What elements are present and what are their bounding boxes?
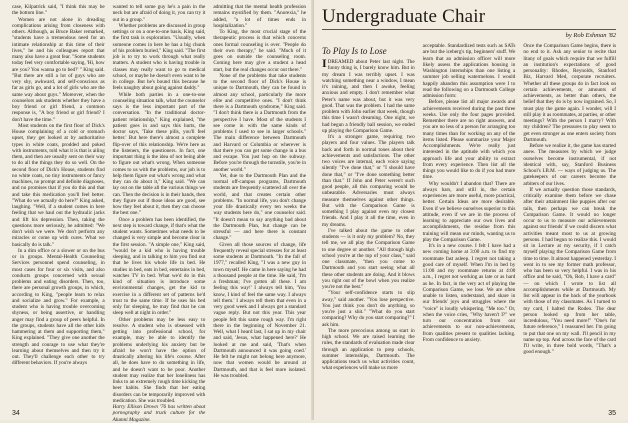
paragraph: "Your self-confidence starts to slip away," said another. "You lose perspective. You just think you don't do anything, so you're just a shit." "What do you start comparing? Why do you start comparing?" I ask him. [322, 290, 415, 328]
paragraph: If we actually question those standards, critically examine them before we chase after their attainment like puppies after our tails, then perhaps we can break the Comparison Game. It would no longer occur to us to measure our achievements against our friends' if we could discern what activities meant most to us at growing persons. I had begun to realize this. I would sit in Lecture at my security, if I catch myself playing the Comparison Game from time to time. It almost happened yesterday. I went in to see my former math professor, who has been so very helpful. I was in his office and he said, "Oh, Rob, I have a card" — on which I wrote to list all accomplishments while at Dartmouth. My list will appear in the back of the yearbook with those of my classmates. As I turned to my card, I halted the Rodeo. The dear person looked up from her table, incredulous, "You need more!" "One's for future reference," I reassured her. I'm going to put that one on my wall. I'll pencil in my name up top. And across the face of the card I'll write, in three bold words, "That's a good enough." [523, 186, 617, 356]
paragraph: Whether problems are discussed in group settings or on a one-to-one basis, King said, the first task is exploration. "Usually, when someone comes in here he has a big chunk of his problem buried," King said. "The first job is to try to work through what really matters. A student who is having trouble in classes may really want to go to medical school, or maybe he doesn't even want to be in college. But he's bound this because he feels naughty about going against daddy." [112, 22, 206, 92]
article-title: Undergraduate Chair [322, 6, 486, 27]
page-number-right: 35 [608, 410, 616, 417]
paragraph: Harry Ellison Drown '76 has written about pornography and truck culture for the Alumni Magazine. [112, 404, 206, 423]
paragraph: Once the Comparison Game begins, there is no end to it. Ask any senior to recite that litany of goals which require that we fulfill an institution's expectations of good personality: Rhodes, Reynolds, Stanford Biz, Harvard Med, corporate recruiters. Whether all these groups do in fact look on certain achievements, or amounts of achievements, as better than others, the belief that they do is by now ingrained. So, I must play the game again. I wonder, will I still play it as roommates, at parties, or other meetings? With the person I marry? With my children? The pressures to play seem to get even stronger as one enters society from Dartmouth. [523, 43, 617, 143]
section-head: To Play Is to Lose [322, 46, 387, 56]
right-column-3 [523, 43, 616, 408]
paragraph: acceptable. Standardized tests such as SATs are but the iceberg's tip, beginners' stuff. We learn that an admission officer will more likely assess the applications housing in Washington internships than one listing a summer job selling watermelons. I would happily abandon this assumption were I to read the following on a Dartmouth College admission form: [422, 43, 516, 99]
left-column-2 [112, 4, 206, 423]
paragraph: Before, please list all major awards and achievements received during the past three weeks. Use only the four pages provided. Remember there are no right answers, and you are no less of a person for arranging too many times than for working on any of the items listed. Please summarize your Major Accomplishments. We're really just interested in the aptitude with which you approach life and your ability to extract from every experience. Then list all the things you would like to do if you had more time. [422, 99, 516, 181]
paragraph: Why wouldn't I abandon that? There are always bars, and still in, the certain experiences are more useful, more practical, better. Certain Ideas are more desirable. Even if we believe ourselves superior to this attitude, even if we are in the process of learning to appreciate our own lives and accomplishments, the residue from this training will mean our minds, wanting us to play the Comparison Game. [422, 180, 516, 243]
paragraph: None of the problems that take students to the second floor of Dick's House is unique to Dartmouth, they can be found in almost any school, particularly the more elite and competitive ones. "I don't think there is a Dartmouth syndrome," King said. "I don't think there is a Dartmouth from the perspective I have. Most of the students I see come in with the same kinds of problems I used to see in larger schools." The main difference between Dartmouth and Harvard or Columbia or wherever is that there you can get some change in a bus and escape. You just hop on the subway. Before you're through the turnstile, you're in another world." [213, 72, 307, 173]
paragraph: wanted to tell some guy he's a pain in the neck but are afraid of doing it, you can try it out in a group." [112, 4, 206, 23]
page-number-left: 34 [12, 410, 20, 417]
paragraph: admitting that the mental health profession remains mystified by them. "Anorexia," he added, "a lot of times ends in hospitalization." [213, 4, 307, 29]
paragraph: Other problems may be less easy to resolve. A student who is obsessed with getting into professional school, for example, may be able to identify the problems underlying his anxiety but be afraid he won't have the option of drastically altering his life's course. After all, he does have to do something in life, and he doesn't want to be poor. Another student may realize that her loneliness has links to an extremely rough time kicking the beer habits. She finds that her eating disorders can be temporarily improved with medication. She was troubled. [112, 316, 206, 404]
right-page [314, 0, 628, 420]
paragraph: The more precocious among us start in high school. We are raised learning the rules, the standards of evaluation made clear through an application to prep schools, summer internships, Dartmouth. The applications teach us what activities count, what experiences will make us more [322, 327, 415, 372]
paragraph: While both parties in a one-to-one counseling situation talk, what the counselor says is the less important part of the conversation. "In the traditional doctor-patient relationship," King explained, "the patient goes in and says this hurts, the doctor says, 'Take these pills, you'll feel better.' But here there's almost a complete flip-over of this relationship. We're here as the listeners, the questioners. In fact, one important thing is the idea of not being able to figure out what's wrong. When someone comes to us with the problems, our job is to help them figure out what's wrong and what they can do about it," King said. "We can lay out on the table all the various things we can. Then the decision is in their hands, then they figure out if those ideas are good, see how they feel about it, then they can choose the best one." [112, 91, 206, 217]
paragraph: To King, the most crucial stage of the therapeutic process is that which concerns ones formal counseling is over. "People do their own therapy," he said. "Much of it goes on outside the counseling room. Coming here may give a student a head start, but the real changes occur out there." [213, 29, 307, 73]
byline: by Rob Eshman '82 [565, 32, 616, 39]
right-column-1 [322, 43, 415, 408]
right-column-1-body [322, 56, 415, 372]
paragraph: Women are not alone in dreading complications arising from closeness with others. Although, as Bruce Baker remarked, "students have a tremendous need for an intimate relationship at this time of their lives," he and his colleagues report that many also have a great fear. "Some students today feel very comfortable saying, 'Hi, how are you? You wanna go to bed?' " King said. "But there are still a lot of guys who are very shy, awkward, and self-conscious as far as girls go, and a lot of girls who are the same way about guys." Moreover, when the counselors ask students whether they have a boy friend or girl friend, a common response is, "A boy friend or girl friend? I don't have the time." [12, 16, 105, 123]
paragraph: Most students on the first floor of Dick's House complaining of a cold or stomach upset, they get looked at by authoritative types in white coats, prodded and poked with instruments, told what it is that is ailing them, and then are usually sent on their way to do all the things they do so well. On the second floor of Dick's House, students find no white coats, no tiny instruments or fancy machines, no prompt and definite diagnoses, and no promises that if you do this and that and take this medication you'll feel better. "What do we actually do here?" King asked, laughing. "Well, if a student comes in here feeling that we haul out the hydraulic jacks and lift his depression. Then, taking the questions more seriously, he admitted: "We don't wish we were. We don't perform any miracles or come up with cures. What we basically do is talk." [12, 122, 105, 248]
paragraph: Yet, due to the Dartmouth Plan and the normal off-campus programs, Dartmouth students are frequently scattered all over the world, and that creates certain other problems. "In normal life, you don't change your life drastically every ten weeks the way students here do," one counselor said. "It doesn't mean to say anything bad about the Dartmouth Plan, but change can be stressful — and here there is constant change." [213, 172, 307, 242]
paragraph: It's a stronger game, requiring two players and four values. The players talk back and forth in normal tones about their achievements and satisfactions. The other two voices are internal, each voice saying silently "I've done that," or "I should have done that," or "I've done something better than that." If John and Peter weren't such good people, all this comparing would be unbearable. Adversaries must always measure themselves against other things. But with the Comparison Game is something I play against even my closest friends. And I play it all the time, even in my dreams. [322, 134, 415, 228]
paragraph: Before we realize it, the game has started anew. The measures by which we judge ourselves become instrumental, if not identical with, say, Stanford Business School's I.B.M. — ways of judging us. The gatekeepers of our careers become the arbiters of our lives. [523, 143, 617, 187]
left-column-1 [12, 4, 105, 408]
paragraph: case, Kilpatrick said, "I think this may be the bottom line." [12, 4, 105, 17]
paragraph: I've talked about the game to other students — is it only my problem? No, they tell me, we all play the Comparison Game to one degree or another. "All through high school you're at the top of your class," said one classmate, "then you come to Dartmouth and you start seeing what all these other students are doing. And it blows you right out of the bowl when you realize you're not the best." [322, 227, 415, 290]
drop-cap: I [322, 56, 327, 70]
right-column-2 [423, 43, 516, 408]
title-rule [322, 29, 616, 30]
right-page-columns [322, 43, 616, 408]
left-column-3 [213, 4, 306, 408]
paragraph: I DREAMED about Peter last night. The funny thing is, I barely know him. But in my dream I was terribly upset. I was watching something near a window, I mean it's raining, and then I awoke, feeling anxious and empty. I don't remember what Peter's name was about, but it was very good. That was the problem. I had the same problem with John earlier that week, though this time I wasn't dreaming. One night, we had begun a friendly ball session, we ended up playing the Comparison Game. [322, 56, 415, 134]
paragraph: It's in a new course. I felt I have had a new coming home at 3:00 a.m. to find my roommate fast asleep. I regret not taking a good care of myself. When I'm in bed by 11:00 and my roommate returns at 4:00 a.m., I regret not working as late or as hard as he. In fact, in the very act of playing the Comparison Game, we lose. We are often unable to listen, understand, and share in our friends' joys and struggles where the "voice" is loudly whispering, "Me too." Or, when the voice cries, "Why haven't I?" we turn our concentration from our achievements to our non-achievements, from qualities present to qualities lacking. From confidence to anxiety. [422, 243, 516, 343]
paragraph: Given all those sources of change, life frequently reveal special stresses for at least some students at Dartmouth. "In the fall of 1977," recalled King, "I was a new guy in town myself. He came in here saying he had a thousand people at the time. He said, 'I'm a freshman; I've gotten all these. I am feeling this way!' I always tell him, 'You know, I kind of feel the same way. I always tell them.' I always tell them that even in a very good week and I always get a standard vague reply. But not this year. This year people felt this same rough way. I'm right there in the beginning of November 21. Well, what I heard last, I sat up in my chair and said, 'Jesus, what happened here?' He looked at me and said, 'That's when Dartmouth announced it was going coed.' He felt he might not belong here anymore, now that women would be around at Dartmouth, and that is feel more isolated. He was troubled. [213, 241, 307, 379]
paragraph: Once a problem has been identified, the next step is toward change, if that's what the student wants. Sometimes what needs to be changed is very simple and become clear in the first session. "A simple one," King said, "would be a kid who is having trouble sleeping, and in talking to him you find out that he lives his whole life in bed. He studies in bed, eats in bed, entertains in bed, watches TV in bed. What we'd do in this kind of situation is introduce some environmental changes, get the kid to exercise in a different set of patterns he'd trust to the same time. If he uses his bed only for sleeping, he may find that he can sleep well at night in order." [112, 216, 206, 317]
paragraph: In a dim office or a slower or on the bus or in groups. Mental-Health Counseling Services personnel spend counseling, in most cases for four or six visits, and also conducts groups concerned with sexual problems and eating disorders. Then, too, there are personal growth groups, in which, according to King, "people learn to relax and socialize and grow." For example, a student who is having trouble overcoming shyness, or being assertive, or handling anger may find a group of peers helpful. In the groups, students have all the other kids hammering at them and supporting them," King explained. "They give one another the strength and courage to use what they're learning about themselves and then try it out. They'll challenge each other to try different behaviors. If you're always [12, 247, 105, 367]
